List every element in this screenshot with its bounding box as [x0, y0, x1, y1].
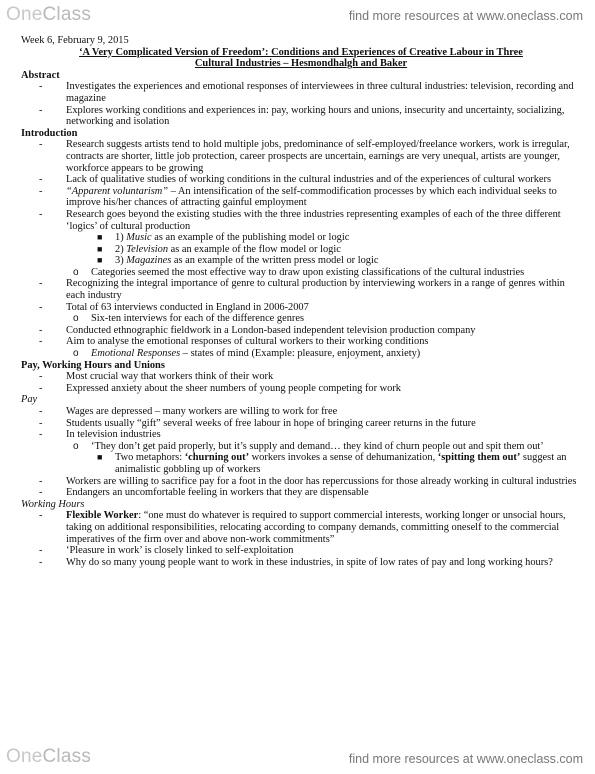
list-item: - Expressed anxiety about the sheer numbers of young people competing for work — [39, 382, 402, 394]
top-banner — [0, 0, 595, 34]
list-item: - “Apparent voluntarism” – An intensification of the self-commodification processes by which each individual seeks to improve his/her chances of attracting gainful employment — [39, 185, 557, 209]
list-item: - Endangers an uncomfortable feeling in workers that they are dispensable — [39, 487, 369, 499]
promo-link[interactable]: find more resources at www.oneclass.com — [348, 9, 583, 23]
document-date: Week 6, February 9, 2015 — [21, 35, 129, 46]
list-item: - Lack of qualitative studies of working conditions in the cultural industries and of the experiences of cultural workers — [39, 174, 552, 186]
list-item: - Investigates the experiences and emotional responses of interviewees in three cultural industries: television, recording and magazine — [39, 81, 574, 104]
list-item: ■ 1) Music as an example of the publishing model or logic — [97, 232, 350, 244]
list-item: - Conducted ethnographic fieldwork in a London-based independent television production company — [39, 324, 476, 336]
document-title-line-2: Cultural Industries – Hesmondhalgh and Baker — [194, 58, 408, 70]
document-body — [21, 35, 581, 568]
list-item: - Total of 63 interviews conducted in England in 2006-2007 — [39, 301, 309, 313]
list-item: ■ 3) Magazines as an example of the written press model or logic — [97, 255, 379, 267]
list-item: - Why do so many young people want to work in these industries, in spite of low rates of pay and long working hours? — [39, 556, 553, 568]
subheading-pay: Pay — [21, 394, 38, 406]
oneclass-logo[interactable]: OneClass — [6, 4, 92, 25]
list-item: - Research goes beyond the existing studies with the three industries representing examples of each of the three different ‘logics’ of cultural production — [39, 208, 561, 232]
document-title-line-1: ‘A Very Complicated Version of Freedom’: Conditions and Experiences of Creative Labour in Three — [79, 46, 523, 58]
list-item: ■ 2) Television as an example of the flow model or logic — [97, 243, 341, 255]
list-item: o ‘They don’t get paid properly, but it’s supply and demand… they kind of churn people out and spit them out’ — [73, 440, 544, 452]
list-item: - Research suggests artists tend to hold multiple jobs, predominance of self-employed/freelance workers, work is irregular, contracts are shorter, little job protection, career prospects are uncertain, earnings are very unequal, artists are younger, workforce appears to be growing — [39, 139, 570, 174]
list-item: - Wages are depressed – many workers are willing to work for free — [39, 406, 338, 417]
list-item: - Most crucial way that workers think of their work — [39, 371, 274, 383]
list-item: - Recognizing the integral importance of genre to cultural production by interviewing workers in a range of genres within each industry — [39, 278, 565, 302]
list-item: - In television industries — [39, 429, 161, 441]
list-item: o Six-ten interviews for each of the difference genres — [73, 313, 305, 325]
list-item: ■ Two metaphors: ‘churning out’ workers invokes a sense of dehumanization, ‘spitting them out’ suggest an animalistic gobbling up of workers — [97, 452, 567, 475]
list-item: - Aim to analyse the emotional responses of cultural workers to their working conditions — [39, 336, 429, 348]
oneclass-logo[interactable]: OneClass — [6, 746, 92, 767]
list-item: - ‘Pleasure in work’ is closely linked to self-exploitation — [39, 545, 294, 557]
list-item: o Categories seemed the most effective way to draw upon existing classifications of the cultural industries — [73, 266, 525, 278]
heading-pay-working-hours-unions: Pay, Working Hours and Unions — [21, 359, 165, 371]
list-item: o Emotional Responses – states of mind (Example: pleasure, enjoyment, anxiety) — [73, 348, 421, 360]
list-item: - Flexible Worker: “one must do whatever is required to support commercial interests, working longer or unsocial hours, taking on additional responsibilities, relocating according to company demands, committing oneself to the commercial imperatives of the firm over and above non-work commitments” — [39, 510, 566, 545]
list-item: - Workers are willing to sacrifice pay for a foot in the door has repercussions for those already working in cultural industries — [39, 475, 577, 487]
bottom-banner — [0, 740, 595, 774]
promo-link[interactable]: find more resources at www.oneclass.com — [348, 752, 583, 766]
subheading-working-hours: Working Hours — [21, 498, 85, 510]
heading-abstract: Abstract — [21, 69, 60, 81]
list-item: - Students usually “gift” several weeks of free labour in hope of bringing career returns in the future — [39, 417, 476, 429]
heading-introduction: Introduction — [21, 127, 78, 139]
list-item: - Explores working conditions and experiences in: pay, working hours and unions, insecurity and uncertainty, socializing, networking and isolation — [39, 104, 565, 128]
